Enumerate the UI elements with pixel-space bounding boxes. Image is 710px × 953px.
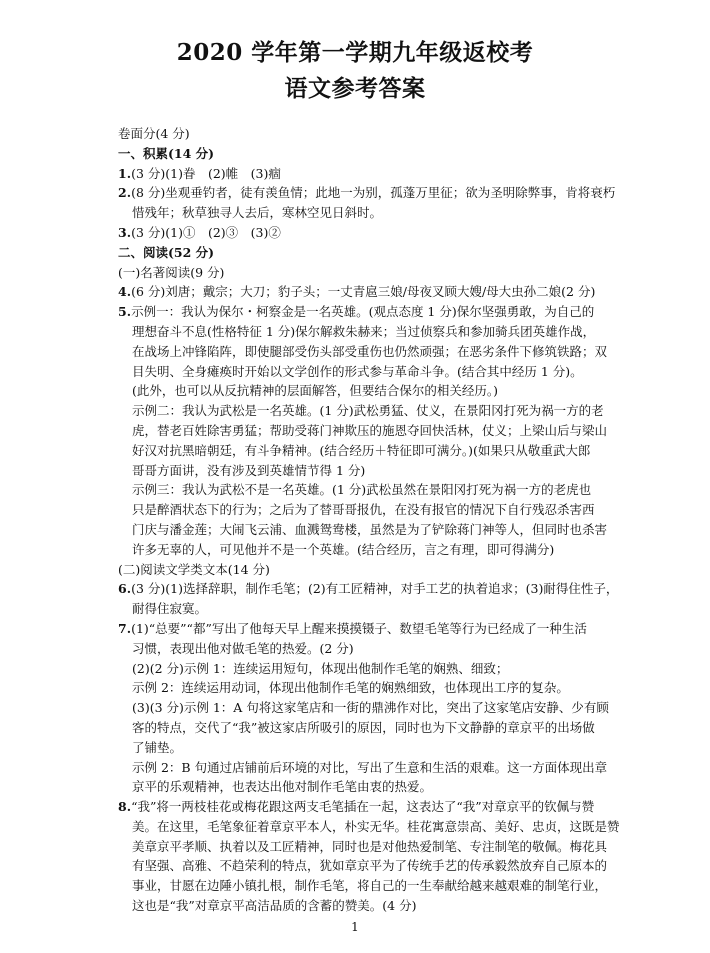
answer-line [118,758,702,778]
answer-text: 好汉对抗黑暗朝廷，有斗争精神。(结合经历＋特征即可满分。)(如果只从敬重武大郎 [132,442,591,458]
answer-line [118,480,702,500]
answer-text: 美。在这里，毛笔象征着章京平本人，朴实无华。桂花寓意崇高、美好、忠贞，这既是赞 [132,818,620,834]
answer-text: 门庆与潘金莲；大闹飞云浦、血溅鸳鸯楼，虽然是为了铲除蒋门神等人，但同时也杀害 [132,521,608,537]
answer-text: 示例一：我认为保尔・柯察金是一名英雄。(观点态度 1 分)保尔坚强勇敢，为自己的 [131,304,595,320]
answer-text: 哥哥方面讲，没有涉及到英雄情节得 1 分) [132,462,366,478]
answer-text: 耐得住寂寞。 [132,601,208,617]
answer-text: 美章京平孝顺、执着以及工匠精神，同时也是对他热爱制笔、专注制笔的敬佩。梅花具 [132,838,608,854]
answer-text: 有坚强、高雅、不趋荣利的特点，犹如章京平为了传统手艺的传承毅然放弃自己原本的 [132,858,608,874]
question-number: 7. [118,620,132,636]
answer-line [118,500,702,520]
answer-line [118,223,702,243]
answer-text: 京平的乐观精神，也表达出他对制作毛笔由衷的热爱。 [132,779,433,795]
answer-line [118,302,702,322]
answer-line [118,560,702,580]
answer-line [118,342,702,362]
answer-line [118,738,702,758]
answer-line [118,520,702,540]
answer-line [118,124,702,144]
answer-line [118,401,702,421]
answer-line [118,599,702,619]
answer-text: 习惯，表现出他对做毛笔的热爱。(2 分) [132,640,354,656]
question-number: 3. [118,224,132,240]
answer-text: 理想奋斗不息(性格特征 1 分)保尔解救朱赫来；当过侦察兵和参加骑兵团英雄作战， [132,323,596,339]
question-number: 5. [118,304,132,320]
answer-text: (1)“总要”“都”写出了他每天早上醒来摸摸镊子、数望毛笔等行为已经成了一种生活 [131,620,587,636]
answer-line [118,639,702,659]
question-number: 1. [118,165,132,181]
answer-text: 事业，甘愿在边陲小镇扎根，制作毛笔，将自己的一生奉献给越来越艰难的制笔行业， [132,878,608,894]
page-title: 2020 学年第一学期九年级返校考 [176,39,534,66]
answer-line [118,282,702,302]
answer-line [118,322,702,342]
answer-line [118,718,702,738]
answer-text: (3)(3 分)示例 1：A 句将这家笔店和一街的鼎沸作对比，突出了这家笔店安静、少有顾 [132,700,609,716]
answer-line [118,164,702,184]
answer-line [118,243,702,263]
answer-text: (3 分)(1)选择辞职，制作毛笔；(2)有工匠精神，对手工艺的执着追求；(3)耐得住性子， [131,581,619,597]
answer-text: 示例 2：B 句通过店铺前后环境的对比，写出了生意和生活的艰难。这一方面体现出章 [132,759,608,775]
answer-line [118,421,702,441]
answer-line [118,144,702,164]
answer-text: 目失明、全身瘫痪时开始以文学创作的形式参与革命斗争。(结合其中经历 1 分)。 [132,363,583,379]
answer-text: 客的特点，交代了“我”被这家店所吸引的原因，同时也为下文静静的章京平的出场做 [132,719,595,735]
answer-text: 了铺垫。 [132,739,183,755]
page-subtitle: 语文参考答案 [284,75,426,102]
answer-text: 在战场上冲锋陷阵，即使腿部受伤头部受重伤也仍然顽强；在恶劣条件下修筑铁路；双 [132,343,608,359]
answer-text: (此外，也可以从反抗精神的层面解答，但要结合保尔的相关经历。) [132,383,499,399]
answer-text: (2)(2 分)示例 1：连续运用短句，体现出他制作毛笔的娴熟、细致； [132,660,509,676]
answer-text: (一)名著阅读(9 分) [118,264,225,280]
answer-line [118,678,702,698]
answer-text: (3 分)(1)① (2)③ (3)② [131,224,281,240]
answer-line [118,461,702,481]
answer-text: (3 分)(1)眷 (2)帷 (3)痼 [131,165,281,181]
answer-content [118,124,702,916]
answer-text: 示例三：我认为武松不是一名英雄。(1 分)武松虽然在景阳冈打死为祸一方的老虎也 [132,482,592,498]
answer-line [118,381,702,401]
answer-line [118,441,702,461]
question-number: 2. [118,185,132,201]
answer-text: 虎，替老百姓除害勇猛；帮助受蒋门神欺压的施恩夺回快活林，仗义；上梁山后与梁山 [132,422,608,438]
answer-text: 许多无辜的人，可见他并不是一个英雄。(结合经历，言之有理，即可得满分) [132,541,555,557]
answer-line [118,837,702,857]
answer-text: 只是醉酒状态下的行为；之后为了替哥哥报仇，在没有报官的情况下自行残忍杀害西 [132,502,595,518]
question-number: 8. [118,799,132,815]
answer-text: (8 分)坐观垂钓者，徒有羡鱼情；此地一为别，孤蓬万里征；欲为圣明除弊事，肯将衰朽 [131,185,616,201]
answer-text: “我”将一两枝桂花或梅花跟这两支毛笔插在一起，这表达了“我”对章京平的钦佩与赞 [131,799,595,815]
answer-text: (二)阅读文学类文本(14 分) [118,561,270,577]
answer-line [118,579,702,599]
answer-line [118,619,702,639]
answer-text: 示例二：我认为武松是一名英雄。(1 分)武松勇猛、仗义，在景阳冈打死为祸一方的老 [132,403,604,419]
question-number: 6. [118,581,132,597]
answer-line [118,896,702,916]
answer-line [118,876,702,896]
page-number: 1 [351,920,359,934]
answer-line [118,183,702,203]
answer-line [118,540,702,560]
answer-text: 惜残年；秋草独寻人去后，寒林空见日斜时。 [132,205,383,221]
answer-line [118,659,702,679]
question-number: 4. [118,284,132,300]
answer-text: (6 分)刘唐；戴宗；大刀；豹子头；一丈青扈三娘/母夜叉顾大嫂/母大虫孙二娘(2 分) [131,284,596,300]
answer-line [118,698,702,718]
answer-text: 卷面分(4 分) [118,126,190,141]
answer-text: 一、积累(14 分) [118,145,215,161]
answer-text: 这也是“我”对章京平高洁品质的含蓄的赞美。(4 分) [132,898,417,914]
answer-line [118,777,702,797]
answer-line [118,797,702,817]
answer-line [118,817,702,837]
answer-line [118,856,702,876]
answer-line [118,263,702,283]
answer-text: 二、阅读(52 分) [118,244,215,260]
answer-line [118,203,702,223]
answer-line [118,362,702,382]
answer-text: 示例 2：连续运用动词，体现出他制作毛笔的娴熟细致，也体现出工序的复杂。 [132,680,569,696]
